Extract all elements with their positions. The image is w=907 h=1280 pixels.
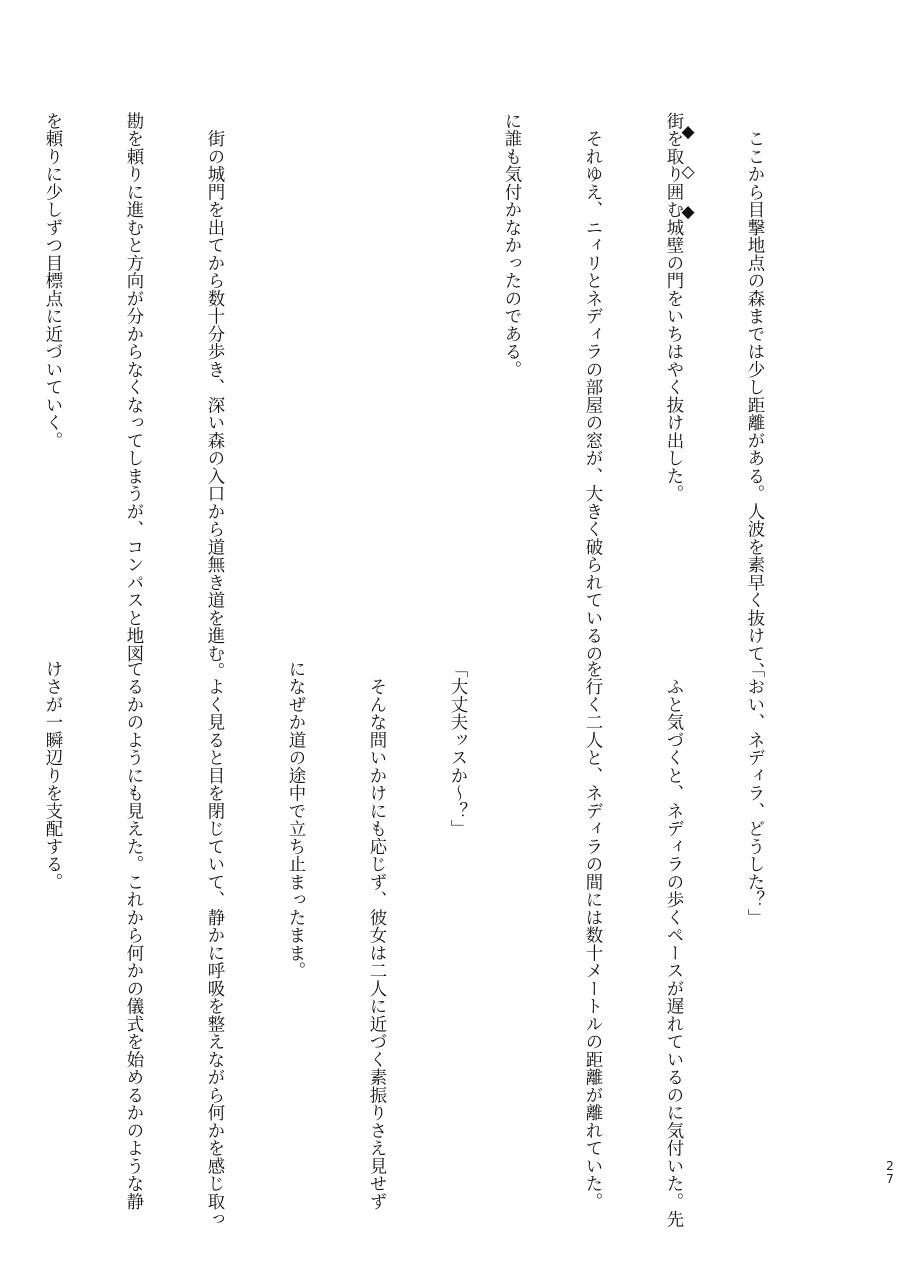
dialogue-column: 「大丈夫ッスか～？」	[447, 660, 467, 838]
upper-text-block	[42, 112, 821, 680]
text-column: 街の城門を出てから数十分歩き、深い森の入口から道無き道を進む。	[204, 112, 224, 680]
text-column: けさが一瞬辺りを支配する。	[42, 660, 62, 891]
text-column: それゆえ、ニィリとネディラの部屋の窓が、大きく破られているの	[582, 112, 602, 663]
text-column: てるかのようにも見えた。これから何かの儀式を始めるかのような静	[123, 660, 143, 1211]
text-column: そんな問いかけにも応じず、彼女は二人に近づく素振りさえ見せず	[366, 660, 386, 1211]
text-column: ふと気づくと、ネディラの歩くペースが遅れているのに気付いた。先	[663, 660, 683, 1228]
lower-text-block	[42, 660, 821, 1228]
section-divider-diamonds: ◆◇◆	[678, 122, 698, 242]
dialogue-column: 「おい、ネディラ、どうした？」	[744, 660, 764, 927]
text-column: に誰も気付かなかったのである。	[501, 112, 521, 379]
text-column: を頼りに少しずつ目標点に近づいていく。	[42, 112, 62, 450]
text-column: よく見ると目を閉じていて、静かに呼吸を整えながら何かを感じ取っ	[204, 660, 224, 1228]
text-column: ここから目撃地点の森までは少し距離がある。人波を素早く抜けて、	[744, 112, 764, 680]
text-column: 街を取り囲む城壁の門をいちはやく抜け出した。	[663, 112, 683, 503]
text-column: を行く二人と、ネディラの間には数十メートルの距離が離れていた。	[582, 660, 602, 1211]
text-column: になぜか道の途中で立ち止まったまま。	[285, 660, 305, 980]
text-column: 勘を頼りに進むと方向が分からなくなってしまうが、コンパスと地図	[123, 112, 143, 663]
page-number: 27	[886, 1159, 894, 1186]
